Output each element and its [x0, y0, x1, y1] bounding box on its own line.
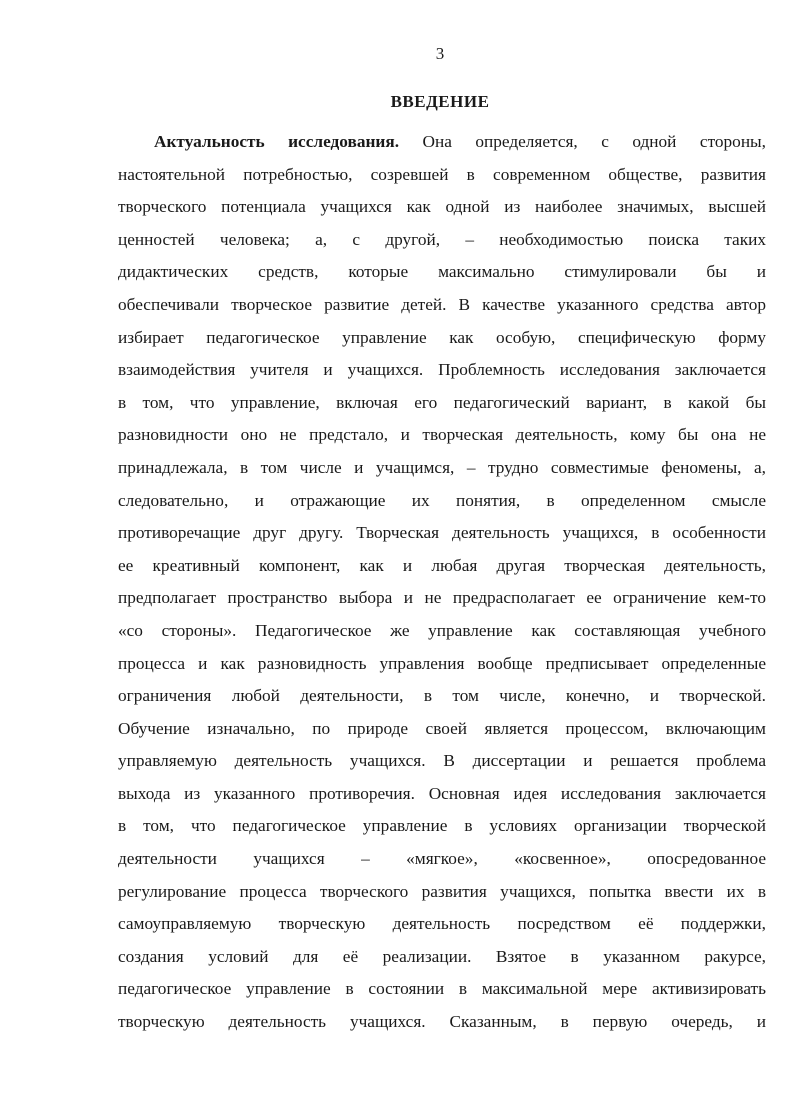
text-line: творческую деятельность учащихся. Сказанным, в первую очередь, и — [118, 1012, 766, 1032]
text-line: педагогическое управление в состоянии в максимальной мере активизировать — [118, 979, 766, 999]
text-line: самоуправляемую творческую деятельность посредством её поддержки, — [118, 914, 766, 934]
body-text — [118, 126, 766, 1039]
text-line: противоречащие друг другу. Творческая деятельность учащихся, в особенности — [118, 523, 766, 543]
text-line: творческого потенциала учащихся как одной из наиболее значимых, высшей — [118, 197, 766, 217]
text-line: принадлежала, в том числе и учащимся, – трудно совместимые феномены, а, — [118, 457, 766, 477]
section-heading: ВВЕДЕНИЕ — [390, 92, 490, 111]
text-line: настоятельной потребностью, созревшей в современном обществе, развития — [118, 164, 766, 184]
text-line: ограничения любой деятельности, в том числе, конечно, и творческой. — [118, 686, 766, 706]
page-number: 3 — [435, 44, 445, 63]
text-line: «со стороны». Педагогическое же управление как составляющая учебного — [118, 620, 766, 640]
text-line: взаимодействия учителя и учащихся. Проблемность исследования заключается — [118, 360, 766, 380]
lead-phrase: Актуальность исследования. — [154, 132, 400, 151]
text-line: выхода из указанного противоречия. Основная идея исследования заключается — [118, 783, 766, 803]
text-line: деятельности учащихся – «мягкое», «косвенное», опосредованное — [118, 849, 766, 869]
text-line: Актуальность исследования. Она определяется, с одной стороны, — [154, 132, 766, 151]
text-line: в том, что педагогическое управление в условиях организации творческой — [118, 816, 766, 836]
text-line: в том, что управление, включая его педагогический вариант, в какой бы — [118, 392, 766, 412]
text-line: избирает педагогическое управление как особую, специфическую форму — [118, 327, 766, 347]
text-line: создания условий для её реализации. Взятое в указанном ракурсе, — [118, 946, 766, 966]
text-line: Обучение изначально, по природе своей является процессом, включающим — [118, 718, 766, 738]
text-line: процесса и как разновидность управления вообще предписывает определенные — [118, 653, 766, 673]
text-line: ценностей человека; а, с другой, – необходимостью поиска таких — [118, 229, 766, 249]
text-line: регулирование процесса творческого развития учащихся, попытка ввести их в — [118, 881, 766, 901]
text-line: дидактических средств, которые максимально стимулировали бы и — [118, 262, 766, 282]
text-line: следовательно, и отражающие их понятия, в определенном смысле — [118, 490, 766, 510]
text-line: разновидности оно не предстало, и творческая деятельность, кому бы она не — [118, 425, 766, 445]
text-line: ее креативный компонент, как и любая другая творческая деятельность, — [118, 555, 766, 575]
text-line: обеспечивали творческое развитие детей. В качестве указанного средства автор — [118, 294, 766, 314]
text-line: предполагает пространство выбора и не предрасполагает ее ограничение кем-то — [118, 588, 766, 608]
text-line: управляемую деятельность учащихся. В диссертации и решается проблема — [118, 751, 766, 771]
